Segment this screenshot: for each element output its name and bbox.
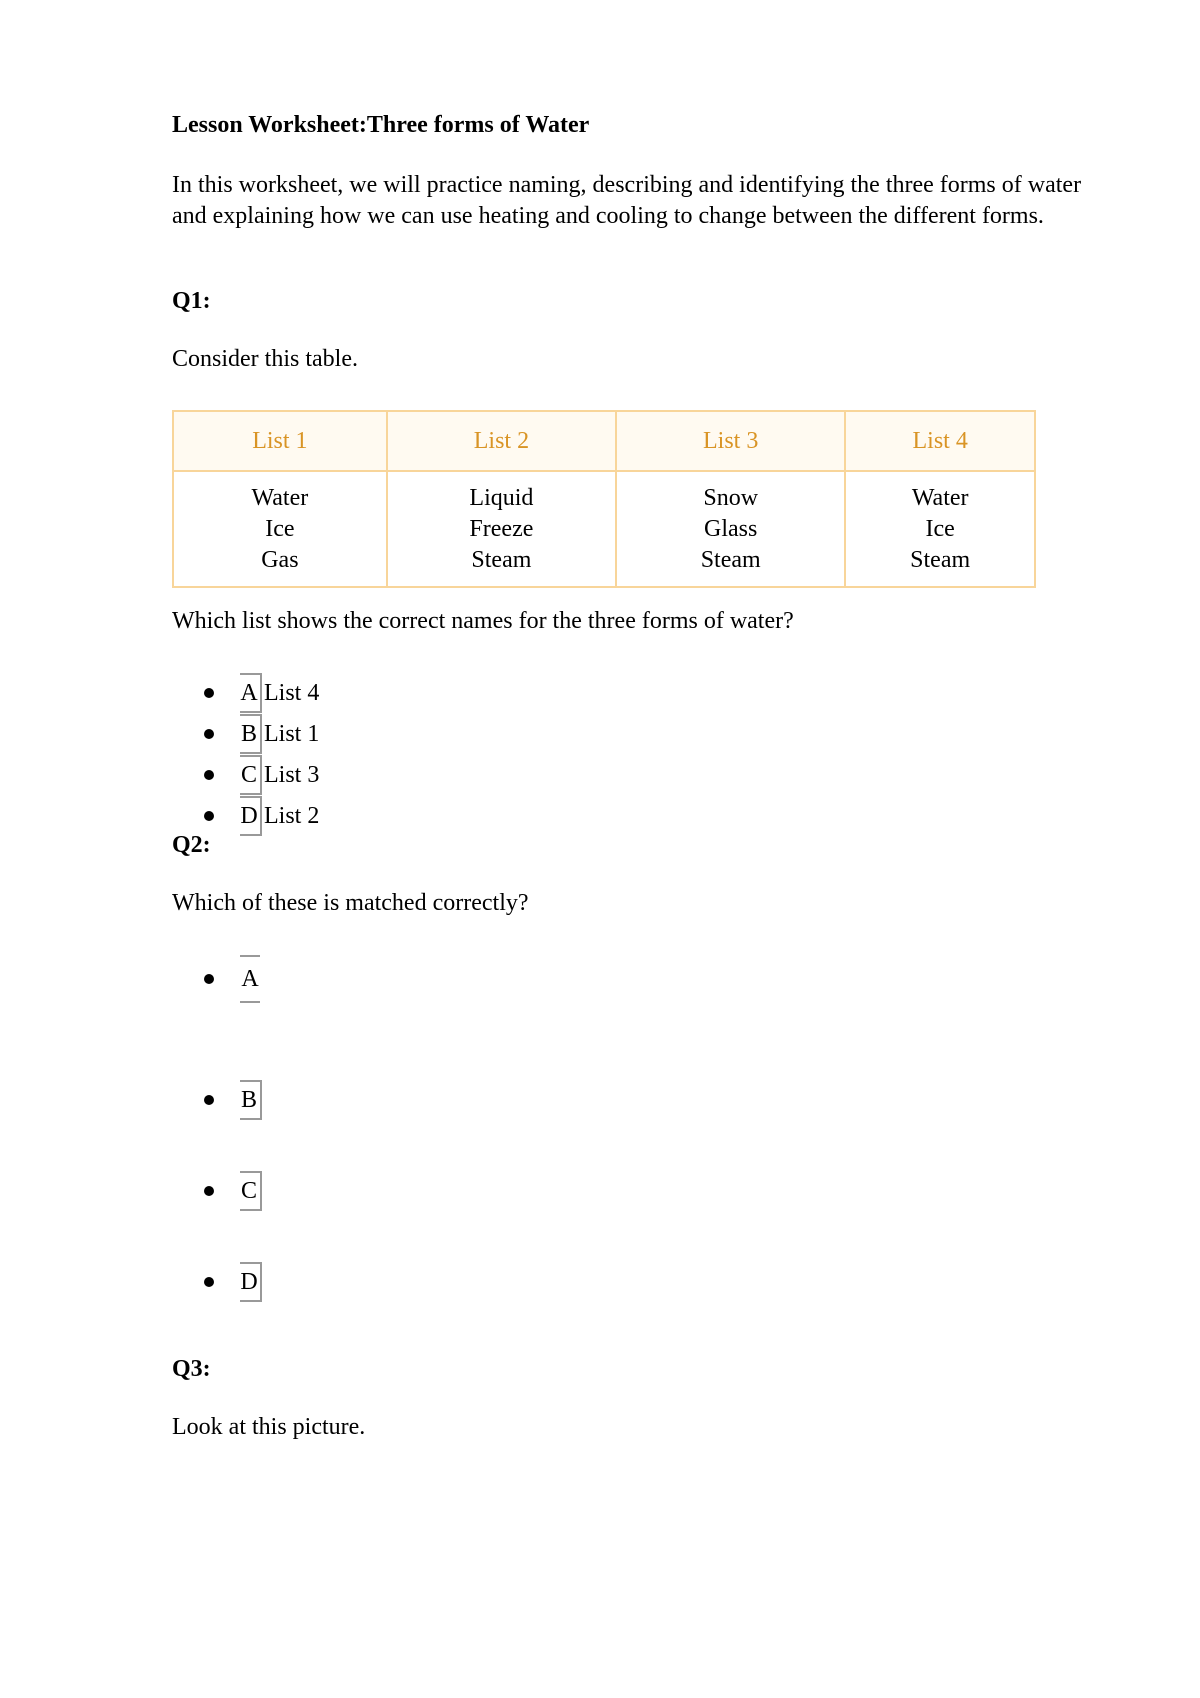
cell-item: Steam	[700, 546, 761, 573]
option-letter: B	[240, 714, 262, 754]
cell-item: Water	[911, 484, 969, 511]
table-header-cell: List 4	[845, 411, 1035, 471]
q3-label: Q3:	[172, 1356, 211, 1382]
table-cell	[616, 471, 845, 587]
option-letter: A	[240, 673, 262, 713]
q2-option-d[interactable]	[204, 1262, 262, 1302]
table-row	[173, 471, 1035, 587]
bullet-icon	[204, 1095, 214, 1105]
cell-item: Freeze	[469, 515, 534, 542]
q3-prompt: Look at this picture.	[172, 1414, 366, 1440]
cell-item: Gas	[261, 546, 299, 573]
q2-option-c[interactable]	[204, 1171, 262, 1211]
table-cell	[173, 471, 387, 587]
option-letter: C	[240, 1171, 262, 1211]
option-text: List 1	[264, 720, 320, 747]
cell-item: Steam	[471, 546, 532, 573]
option-letter: A	[240, 955, 260, 1003]
worksheet-title: Lesson Worksheet:Three forms of Water	[172, 112, 590, 138]
q1-label: Q1:	[172, 288, 211, 314]
table-cell	[387, 471, 616, 587]
option-letter: D	[240, 796, 262, 836]
option-letter: C	[240, 755, 262, 795]
table-header-row	[173, 411, 1035, 471]
option-letter: D	[240, 1262, 262, 1302]
option-text: List 4	[264, 679, 320, 706]
option-letter: B	[240, 1080, 262, 1120]
table-header-cell: List 3	[616, 411, 845, 471]
q1-option-b[interactable]	[204, 714, 319, 754]
q1-option-a[interactable]	[204, 673, 319, 713]
bullet-icon	[204, 1277, 214, 1287]
bullet-icon	[204, 729, 214, 739]
q2-label: Q2:	[172, 832, 211, 858]
cell-item: Glass	[704, 515, 758, 542]
cell-item: Ice	[265, 515, 295, 542]
option-text: List 2	[264, 802, 320, 829]
q2-option-a[interactable]	[204, 955, 260, 1003]
bullet-icon	[204, 1186, 214, 1196]
bullet-icon	[204, 770, 214, 780]
table-cell	[845, 471, 1035, 587]
q1-option-d[interactable]	[204, 796, 319, 836]
option-text: List 3	[264, 761, 320, 788]
table-header-cell: List 1	[173, 411, 387, 471]
lists-table	[172, 410, 1036, 588]
cell-item: Ice	[925, 515, 955, 542]
q1-prompt: Consider this table.	[172, 346, 358, 372]
cell-item: Water	[251, 484, 309, 511]
bullet-icon	[204, 974, 214, 984]
cell-item: Liquid	[469, 484, 534, 511]
q2-option-b[interactable]	[204, 1080, 262, 1120]
q1-question: Which list shows the correct names for the three forms of water?	[172, 608, 794, 634]
q2-question: Which of these is matched correctly?	[172, 890, 529, 916]
cell-item: Steam	[910, 546, 971, 573]
worksheet-intro: In this worksheet, we will practice naming, describing and identifying the three forms of water and explaining how we can use heating and cooling to change between the different forms.	[172, 172, 1082, 229]
cell-item: Snow	[703, 484, 759, 511]
table-header-cell: List 2	[387, 411, 616, 471]
bullet-icon	[204, 688, 214, 698]
bullet-icon	[204, 811, 214, 821]
q1-option-c[interactable]	[204, 755, 319, 795]
